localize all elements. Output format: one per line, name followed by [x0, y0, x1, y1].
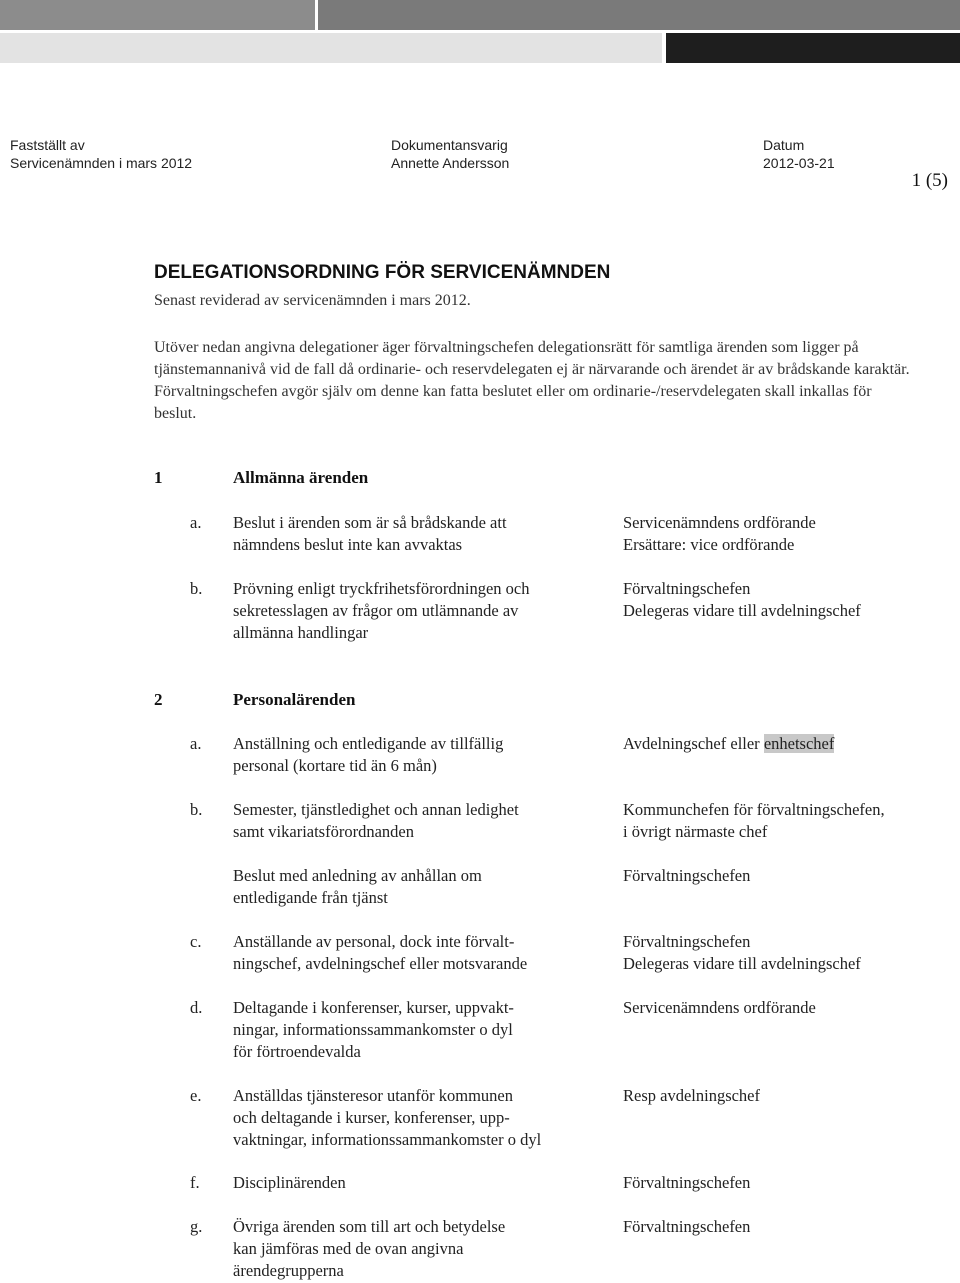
section-number: 1	[154, 468, 163, 487]
item-delegate: Servicenämndens ordförande Ersättare: vice ordförande	[623, 513, 816, 554]
item-description: Deltagande i konferenser, kurser, uppvakt- ningar, informationssammankomster o dyl för förtroendevalda	[233, 998, 514, 1061]
item-description: Prövning enligt tryckfrihetsförordningen och sekretesslagen av frågor om utlämnande av allmänna handlingar	[233, 579, 530, 642]
item-letter: a.	[190, 513, 202, 532]
item-letter: f.	[190, 1173, 200, 1192]
header-adopted-value: Servicenämnden i mars 2012	[10, 155, 193, 171]
item-delegate-text: Avdelningschef eller	[623, 734, 764, 753]
item-description: Beslut med anledning av anhållan om entledigande från tjänst	[233, 866, 482, 907]
item-description: Anställning och entledigande av tillfällig personal (kortare tid än 6 mån)	[233, 734, 504, 775]
intro-paragraph: Utöver nedan angivna delegationer äger förvaltningschefen delegationsrätt för samtliga ärenden som ligger på tjänstemannanivå vid de fall då ordinarie- och reservdelegaten ej är närvarande och ärendet är av brådskande karaktär. Förvaltningschefen avgör själv om denne kan fatta beslutet eller om ordinarie-/reservdelegaten skall inkallas för beslut.	[154, 339, 910, 422]
item-letter: e.	[190, 1086, 202, 1105]
item-description: Övriga ärenden som till art och betydelse kan jämföras med de ovan angivna ärendegrupperna	[233, 1217, 506, 1280]
header-bar-dark	[666, 33, 960, 63]
item-letter: b.	[190, 800, 203, 819]
item-description: Anställande av personal, dock inte förvalt- ningschef, avdelningschef eller motsvarande	[233, 932, 528, 973]
document-title: DELEGATIONSORDNING FÖR SERVICENÄMNDEN	[154, 262, 611, 283]
header-adopted-by	[10, 136, 192, 172]
header-bar-left	[0, 0, 315, 30]
section-title: Personalärenden	[233, 690, 356, 709]
item-delegate: Förvaltningschefen	[623, 1217, 751, 1236]
item-description: Anställdas tjänsteresor utanför kommunen och deltagande i kurser, konferenser, upp- vaktningar, informationssammankomster o dyl	[233, 1086, 542, 1149]
item-delegate: Förvaltningschefen Delegeras vidare till avdelningschef	[623, 932, 861, 973]
item-letter: c.	[190, 932, 202, 951]
item-letter: d.	[190, 998, 203, 1017]
item-delegate: Servicenämndens ordförande	[623, 998, 816, 1017]
header-date-label: Datum	[763, 137, 805, 153]
item-delegate: Förvaltningschefen	[623, 1173, 751, 1192]
header-owner-value: Annette Andersson	[391, 155, 510, 171]
header-date	[763, 136, 835, 172]
item-description: Semester, tjänstledighet och annan ledighet samt vikariatsförordnanden	[233, 800, 519, 841]
header-bar-right	[318, 0, 960, 30]
header-document-owner	[391, 136, 509, 172]
item-description: Beslut i ärenden som är så brådskande att nämndens beslut inte kan avvaktas	[233, 513, 507, 554]
header-date-value: 2012-03-21	[763, 155, 835, 171]
header-adopted-label: Fastställt av	[10, 137, 85, 153]
item-description: Disciplinärenden	[233, 1173, 346, 1192]
item-letter: g.	[190, 1217, 203, 1236]
section-title: Allmänna ärenden	[233, 468, 369, 487]
highlighted-text: enhetschef	[763, 734, 835, 753]
item-letter: a.	[190, 734, 202, 753]
item-delegate: Förvaltningschefen Delegeras vidare till avdelningschef	[623, 579, 861, 620]
section-heading	[154, 468, 368, 488]
item-delegate	[623, 733, 953, 755]
page-number: 1 (5)	[911, 170, 948, 191]
item-delegate: Kommunchefen för förvaltningschefen, i övrigt närmaste chef	[623, 800, 885, 841]
document-subtitle: Senast reviderad av servicenämnden i mars 2012.	[154, 292, 471, 309]
section-number: 2	[154, 690, 163, 709]
section-heading	[154, 690, 355, 710]
item-delegate: Resp avdelningschef	[623, 1086, 761, 1105]
header-bar-light	[0, 33, 662, 63]
item-letter: b.	[190, 579, 203, 598]
header-owner-label: Dokumentansvarig	[391, 137, 508, 153]
item-delegate: Förvaltningschefen	[623, 866, 751, 885]
